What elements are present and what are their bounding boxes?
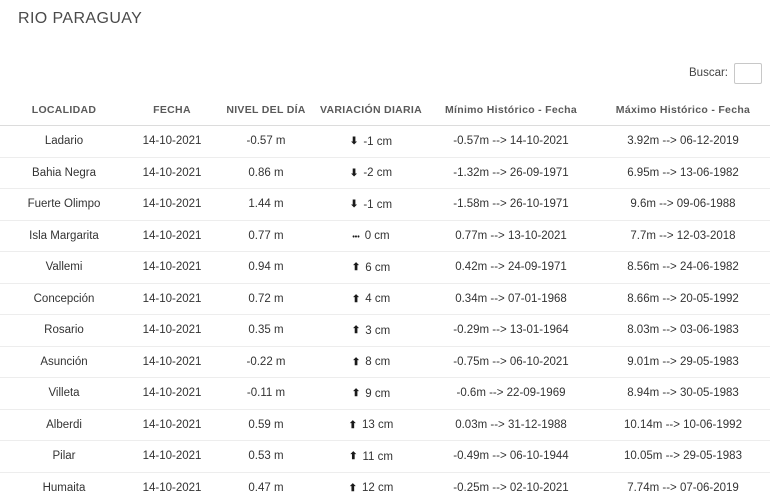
cell-variacion bbox=[316, 126, 426, 158]
cell-maximo: 8.56m --> 24-06-1982 bbox=[596, 252, 770, 284]
cell-localidad: Humaita bbox=[0, 472, 128, 502]
cell-minimo: -0.6m --> 22-09-1969 bbox=[426, 378, 596, 410]
arrow-up-icon bbox=[352, 388, 360, 399]
table-header-row bbox=[0, 98, 770, 126]
arrow-flat-icon bbox=[352, 231, 359, 242]
cell-variacion bbox=[316, 220, 426, 252]
column-header-nivel-del-dia[interactable]: NIVEL DEL DÍA bbox=[216, 98, 316, 126]
cell-nivel: -0.57 m bbox=[216, 126, 316, 158]
variacion-value: 8 cm bbox=[365, 356, 391, 368]
variacion-value: 6 cm bbox=[365, 261, 391, 274]
cell-variacion bbox=[316, 157, 426, 189]
cell-variacion bbox=[316, 346, 426, 378]
arrow-up-icon bbox=[349, 451, 357, 462]
cell-maximo: 7.74m --> 07-06-2019 bbox=[596, 472, 770, 502]
table-header bbox=[0, 98, 770, 126]
page-title: RIO PARAGUAY bbox=[18, 10, 143, 27]
arrow-up-icon bbox=[352, 357, 360, 368]
cell-variacion bbox=[316, 283, 426, 315]
cell-maximo: 6.95m --> 13-06-1982 bbox=[596, 157, 770, 189]
arrow-down-icon bbox=[350, 136, 358, 147]
cell-fecha: 14-10-2021 bbox=[128, 472, 216, 502]
cell-minimo: -1.32m --> 26-09-1971 bbox=[426, 157, 596, 189]
arrow-up-icon bbox=[349, 420, 357, 431]
cell-minimo: 0.34m --> 07-01-1968 bbox=[426, 283, 596, 315]
cell-minimo: 0.77m --> 13-10-2021 bbox=[426, 220, 596, 252]
arrow-up-icon bbox=[352, 262, 360, 273]
cell-variacion bbox=[316, 441, 426, 473]
cell-minimo: 0.42m --> 24-09-1971 bbox=[426, 252, 596, 284]
cell-maximo: 3.92m --> 06-12-2019 bbox=[596, 126, 770, 158]
cell-maximo: 9.01m --> 29-05-1983 bbox=[596, 346, 770, 378]
table-body bbox=[0, 126, 770, 502]
river-levels-table bbox=[0, 98, 770, 502]
table-row bbox=[0, 283, 770, 315]
cell-localidad: Rosario bbox=[0, 315, 128, 347]
column-header-maximo-historico[interactable]: Máximo Histórico - Fecha bbox=[596, 98, 770, 126]
variacion-value: 0 cm bbox=[364, 230, 390, 242]
cell-nivel: 1.44 m bbox=[216, 189, 316, 221]
cell-variacion bbox=[316, 189, 426, 221]
column-header-minimo-historico[interactable]: Mínimo Histórico - Fecha bbox=[426, 98, 596, 126]
variacion-value: 9 cm bbox=[365, 387, 391, 400]
cell-fecha: 14-10-2021 bbox=[128, 409, 216, 441]
arrow-up-icon bbox=[349, 483, 357, 494]
column-header-fecha[interactable]: FECHA bbox=[128, 98, 216, 126]
cell-nivel: 0.72 m bbox=[216, 283, 316, 315]
cell-nivel: 0.86 m bbox=[216, 157, 316, 189]
cell-localidad: Villeta bbox=[0, 378, 128, 410]
arrow-down-icon bbox=[350, 199, 358, 210]
table-row bbox=[0, 409, 770, 441]
cell-maximo: 10.14m --> 10-06-1992 bbox=[596, 409, 770, 441]
cell-variacion bbox=[316, 409, 426, 441]
cell-minimo: -0.25m --> 02-10-2021 bbox=[426, 472, 596, 502]
cell-maximo: 8.03m --> 03-06-1983 bbox=[596, 315, 770, 347]
cell-nivel: -0.11 m bbox=[216, 378, 316, 410]
cell-minimo: -0.29m --> 13-01-1964 bbox=[426, 315, 596, 347]
cell-fecha: 14-10-2021 bbox=[128, 252, 216, 284]
table-row bbox=[0, 189, 770, 221]
arrow-down-icon bbox=[350, 168, 358, 179]
table-row bbox=[0, 346, 770, 378]
cell-nivel: 0.77 m bbox=[216, 220, 316, 252]
cell-nivel: 0.94 m bbox=[216, 252, 316, 284]
cell-nivel: 0.47 m bbox=[216, 472, 316, 502]
cell-localidad: Vallemi bbox=[0, 252, 128, 284]
arrow-up-icon bbox=[352, 294, 360, 305]
cell-localidad: Concepción bbox=[0, 283, 128, 315]
variacion-value: 3 cm bbox=[365, 324, 391, 337]
cell-maximo: 8.66m --> 20-05-1992 bbox=[596, 283, 770, 315]
cell-maximo: 8.94m --> 30-05-1983 bbox=[596, 378, 770, 410]
table-row bbox=[0, 126, 770, 158]
cell-nivel: 0.35 m bbox=[216, 315, 316, 347]
cell-minimo: 0.03m --> 31-12-1988 bbox=[426, 409, 596, 441]
cell-fecha: 14-10-2021 bbox=[128, 126, 216, 158]
cell-fecha: 14-10-2021 bbox=[128, 378, 216, 410]
cell-fecha: 14-10-2021 bbox=[128, 441, 216, 473]
table-row bbox=[0, 220, 770, 252]
cell-minimo: -0.49m --> 06-10-1944 bbox=[426, 441, 596, 473]
cell-maximo: 10.05m --> 29-05-1983 bbox=[596, 441, 770, 473]
table-row bbox=[0, 441, 770, 473]
cell-nivel: 0.59 m bbox=[216, 409, 316, 441]
cell-nivel: -0.22 m bbox=[216, 346, 316, 378]
cell-variacion bbox=[316, 472, 426, 502]
cell-localidad: Bahia Negra bbox=[0, 157, 128, 189]
cell-fecha: 14-10-2021 bbox=[128, 220, 216, 252]
table-row bbox=[0, 315, 770, 347]
cell-localidad: Alberdi bbox=[0, 409, 128, 441]
variacion-value: -2 cm bbox=[363, 167, 393, 179]
variacion-value: 11 cm bbox=[362, 450, 393, 463]
cell-minimo: -0.57m --> 14-10-2021 bbox=[426, 126, 596, 158]
table-row bbox=[0, 157, 770, 189]
variacion-value: -1 cm bbox=[363, 135, 393, 148]
variacion-value: 12 cm bbox=[362, 482, 394, 494]
column-header-variacion-diaria[interactable]: VARIACIÓN DIARIA bbox=[316, 98, 426, 126]
cell-fecha: 14-10-2021 bbox=[128, 189, 216, 221]
cell-localidad: Asunción bbox=[0, 346, 128, 378]
cell-variacion bbox=[316, 315, 426, 347]
cell-minimo: -1.58m --> 26-10-1971 bbox=[426, 189, 596, 221]
cell-localidad: Isla Margarita bbox=[0, 220, 128, 252]
cell-fecha: 14-10-2021 bbox=[128, 283, 216, 315]
search-container bbox=[0, 60, 770, 86]
cell-localidad: Fuerte Olimpo bbox=[0, 189, 128, 221]
cell-localidad: Pilar bbox=[0, 441, 128, 473]
cell-fecha: 14-10-2021 bbox=[128, 315, 216, 347]
cell-variacion bbox=[316, 252, 426, 284]
cell-maximo: 7.7m --> 12-03-2018 bbox=[596, 220, 770, 252]
cell-maximo: 9.6m --> 09-06-1988 bbox=[596, 189, 770, 221]
cell-nivel: 0.53 m bbox=[216, 441, 316, 473]
table-row bbox=[0, 378, 770, 410]
variacion-value: -1 cm bbox=[363, 198, 393, 211]
search-label: Buscar: bbox=[689, 67, 728, 79]
table-row bbox=[0, 472, 770, 502]
arrow-up-icon bbox=[352, 325, 360, 336]
variacion-value: 4 cm bbox=[365, 293, 391, 305]
search-input[interactable] bbox=[734, 63, 762, 84]
cell-variacion bbox=[316, 378, 426, 410]
variacion-value: 13 cm bbox=[362, 419, 394, 431]
table-row bbox=[0, 252, 770, 284]
column-header-localidad[interactable]: LOCALIDAD bbox=[0, 98, 128, 126]
cell-localidad: Ladario bbox=[0, 126, 128, 158]
cell-fecha: 14-10-2021 bbox=[128, 346, 216, 378]
cell-fecha: 14-10-2021 bbox=[128, 157, 216, 189]
cell-minimo: -0.75m --> 06-10-2021 bbox=[426, 346, 596, 378]
